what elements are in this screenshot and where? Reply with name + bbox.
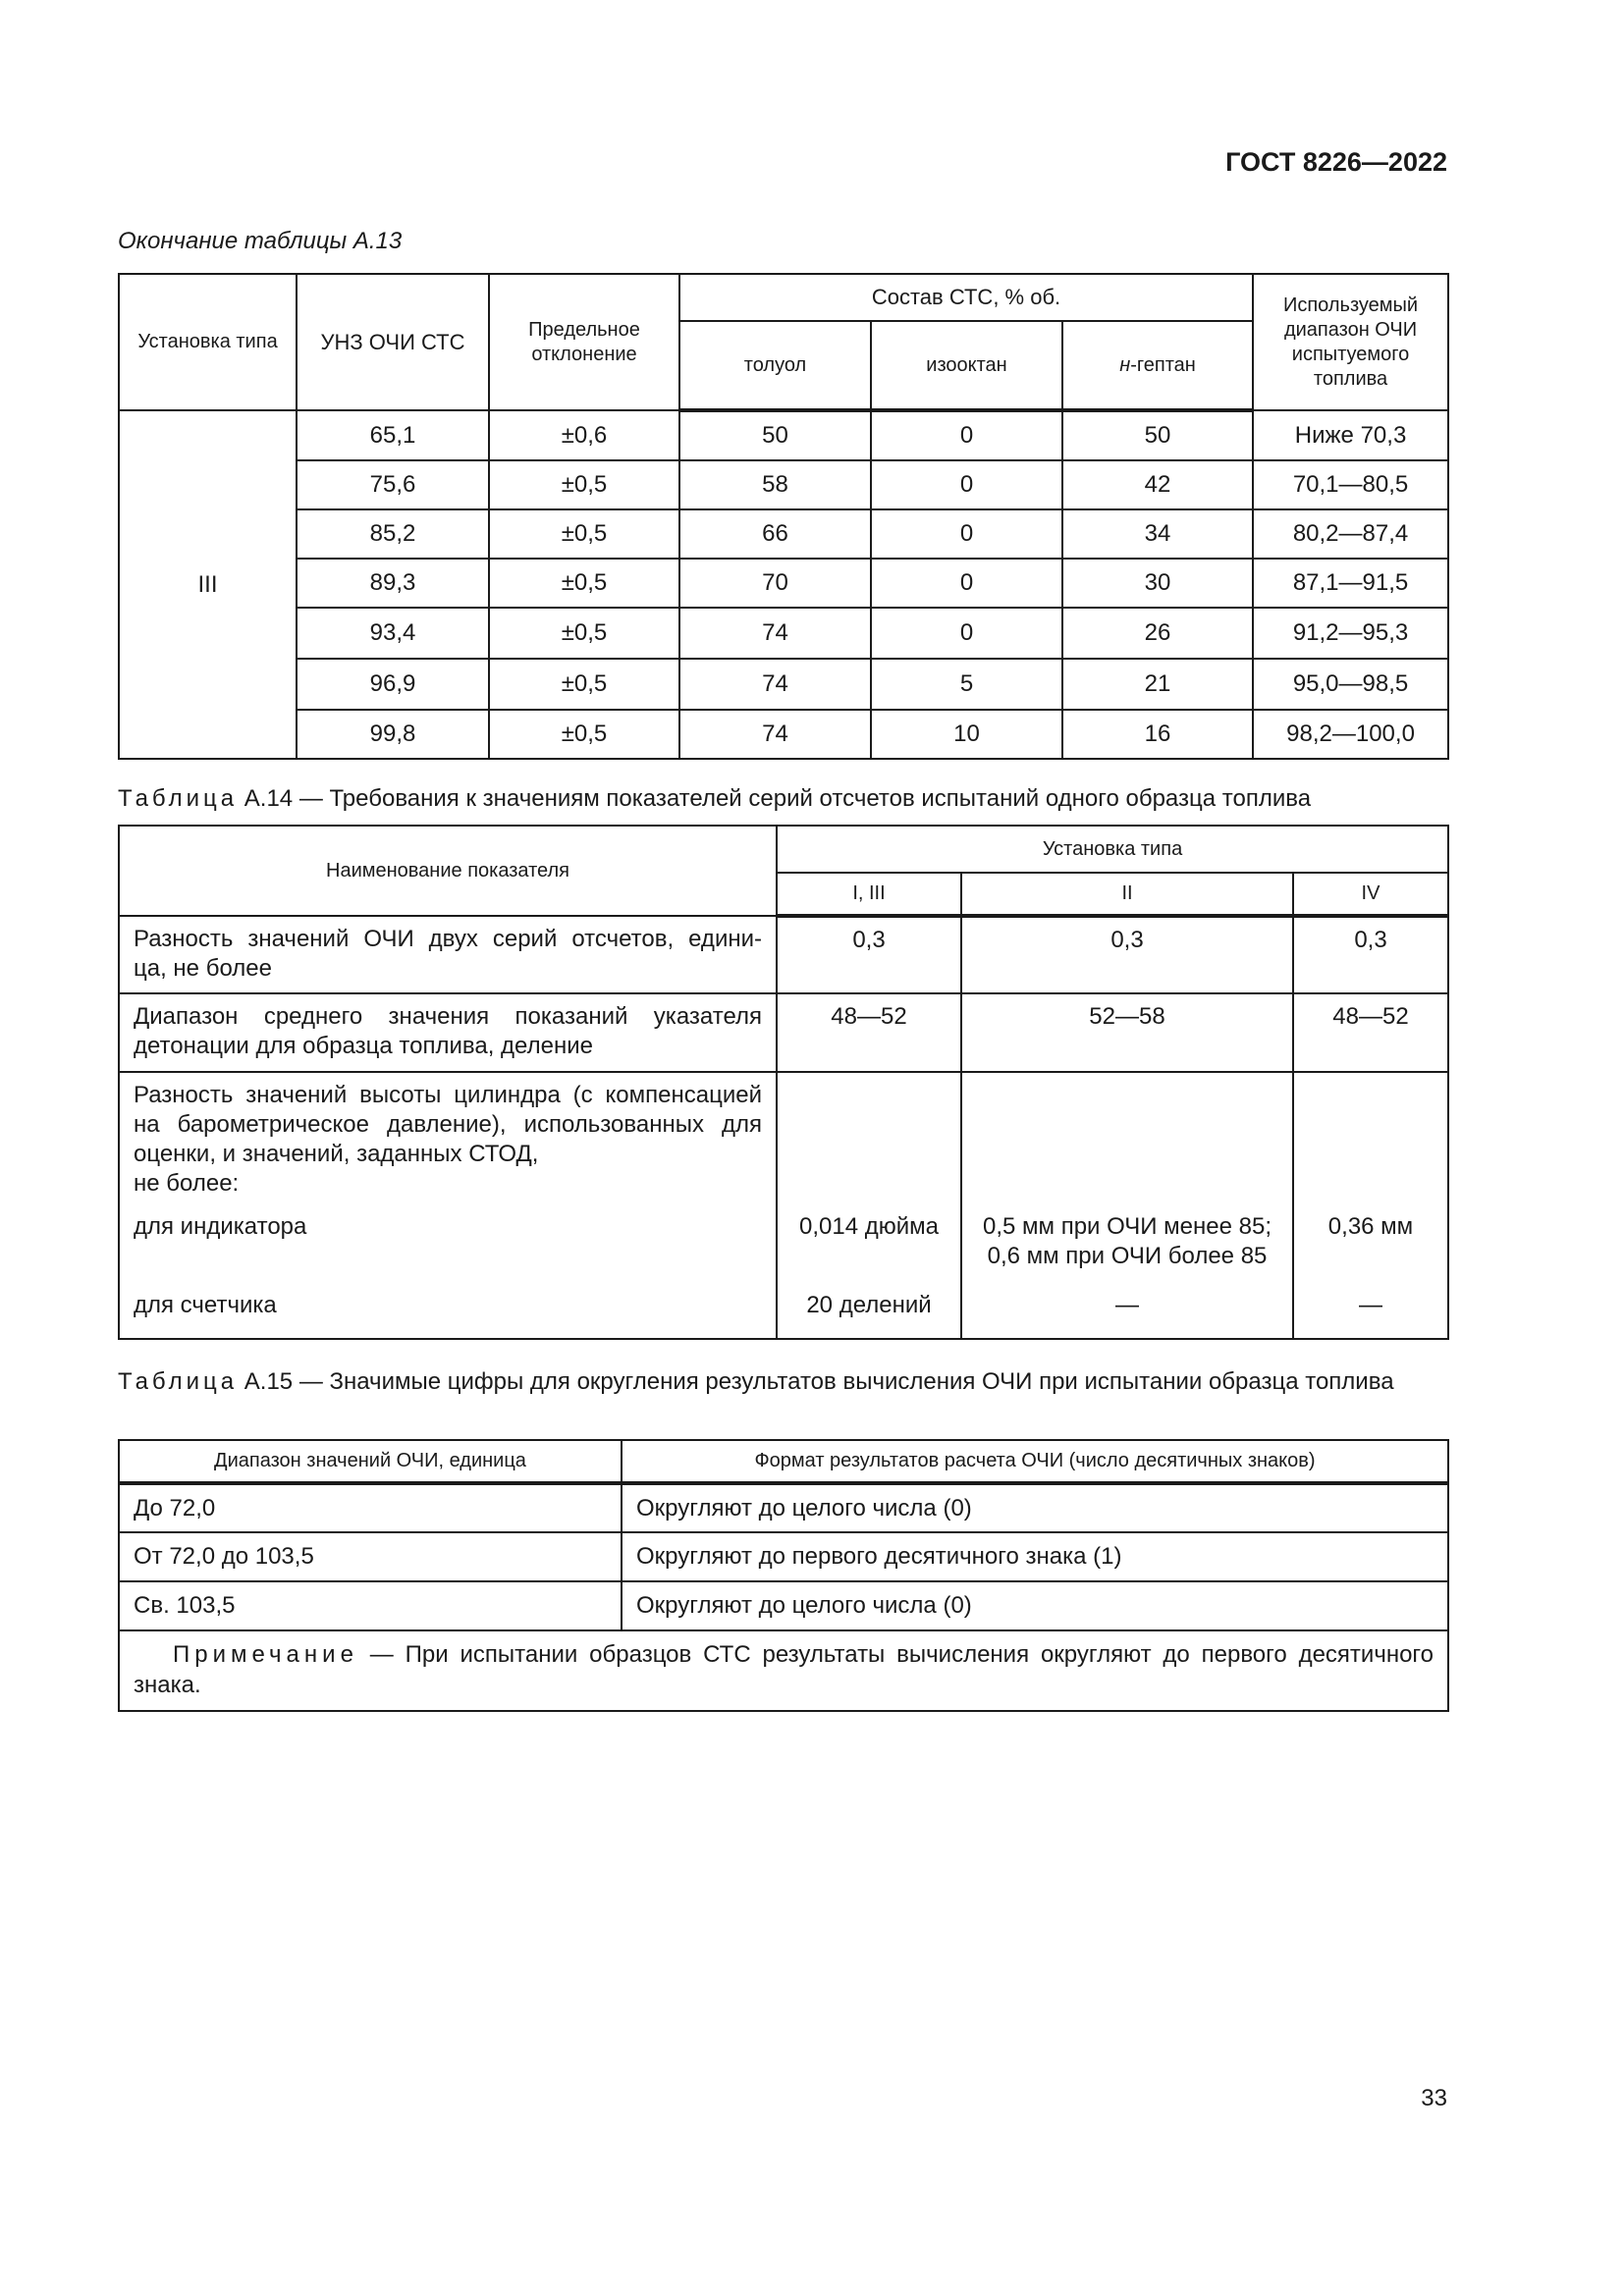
text-line: Разность значений ОЧИ двух серий отсчетов, едини- bbox=[134, 926, 762, 952]
table-cell: 58 bbox=[679, 460, 871, 509]
value-counter-type-1-3: 20 делений bbox=[806, 1292, 932, 1318]
table-cell: 10 bbox=[871, 710, 1062, 759]
value-indicator-type-2-line1: 0,5 мм при ОЧИ менее 85; bbox=[983, 1213, 1272, 1240]
table-a14-caption bbox=[118, 783, 1447, 814]
row-detonation-range-name bbox=[119, 993, 777, 1072]
table-cell: 95,0—98,5 bbox=[1253, 659, 1448, 710]
table-cell: 30 bbox=[1062, 559, 1253, 608]
table-cell: ±0,6 bbox=[489, 410, 679, 460]
table-cell: 70,1—80,5 bbox=[1253, 460, 1448, 509]
page-number: 33 bbox=[1421, 2085, 1447, 2111]
table-cell: ±0,5 bbox=[489, 460, 679, 509]
installation-type-value: III bbox=[119, 410, 297, 759]
table-a14-caption-word: Таблица bbox=[118, 785, 239, 812]
table-cell: 52—58 bbox=[961, 993, 1293, 1072]
table-cell: 99,8 bbox=[297, 710, 489, 759]
table-cell: 48—52 bbox=[777, 993, 961, 1072]
header-isooctane: изооктан bbox=[871, 321, 1062, 410]
header-ochi-range: Диапазон значений ОЧИ, единица bbox=[119, 1440, 622, 1483]
table-cell: 0 bbox=[871, 608, 1062, 659]
header-heptane bbox=[1062, 321, 1253, 410]
table-cell: От 72,0 до 103,5 bbox=[119, 1532, 622, 1581]
table-cell: 75,6 bbox=[297, 460, 489, 509]
note-label: Примечание bbox=[173, 1641, 358, 1668]
table-cell: 0,3 bbox=[1293, 916, 1448, 993]
header-unz: УНЗ ОЧИ СТС bbox=[297, 274, 489, 410]
table-cell: Округляют до целого числа (0) bbox=[622, 1483, 1448, 1532]
table-cell: 0,3 bbox=[777, 916, 961, 993]
value-counter-type-4: — bbox=[1359, 1292, 1382, 1318]
text-line: детонации для образца топлива, деление bbox=[134, 1033, 593, 1059]
header-toluene: толуол bbox=[679, 321, 871, 410]
header-installation-type: Установка типа bbox=[119, 274, 297, 410]
table-cell: 96,9 bbox=[297, 659, 489, 710]
table-note bbox=[119, 1630, 1448, 1711]
table-cell: ±0,5 bbox=[489, 608, 679, 659]
table-cell: ±0,5 bbox=[489, 559, 679, 608]
table-cell: ±0,5 bbox=[489, 710, 679, 759]
table-cell: 50 bbox=[1062, 410, 1253, 460]
table-cell: 0 bbox=[871, 509, 1062, 559]
table-cell: 5 bbox=[871, 659, 1062, 710]
header-composition: Состав СТС, % об. bbox=[679, 274, 1253, 321]
header-indicator-name: Наименование показателя bbox=[119, 826, 777, 916]
table-cell: 70 bbox=[679, 559, 871, 608]
value-counter-type-2: — bbox=[1115, 1292, 1139, 1318]
value-indicator-type-1-3: 0,014 дюйма bbox=[799, 1213, 939, 1240]
table-cell: 0 bbox=[871, 410, 1062, 460]
table-cell: 74 bbox=[679, 608, 871, 659]
sub-label-counter: для счетчика bbox=[134, 1292, 277, 1318]
table-cell: 0 bbox=[871, 559, 1062, 608]
header-result-format: Формат результатов расчета ОЧИ (число десятичных знаков) bbox=[622, 1440, 1448, 1483]
header-type-4: IV bbox=[1293, 873, 1448, 916]
table-cell bbox=[961, 1072, 1293, 1339]
header-deviation: Предельное отклонение bbox=[489, 274, 679, 410]
table-cell: 98,2—100,0 bbox=[1253, 710, 1448, 759]
value-indicator-type-4: 0,36 мм bbox=[1327, 1213, 1414, 1240]
sub-label-indicator: для индикатора bbox=[134, 1213, 307, 1240]
table-cell: Округляют до целого числа (0) bbox=[622, 1581, 1448, 1630]
table-cell: 89,3 bbox=[297, 559, 489, 608]
table-cell: 74 bbox=[679, 710, 871, 759]
table-cell: 74 bbox=[679, 659, 871, 710]
table-cell: 26 bbox=[1062, 608, 1253, 659]
table-cell: Ниже 70,3 bbox=[1253, 410, 1448, 460]
table-a15-caption bbox=[118, 1366, 1447, 1397]
table-a15-caption-text: А.15 — Значимые цифры для округления результатов вычисления ОЧИ при испытании образца топлива bbox=[244, 1368, 1394, 1395]
table-cell: 66 bbox=[679, 509, 871, 559]
table-a14-caption-text: А.14 — Требования к значениям показателей серий отсчетов испытаний одного образца топлива bbox=[244, 785, 1312, 812]
table-cell: 42 bbox=[1062, 460, 1253, 509]
table-a15-caption-word: Таблица bbox=[118, 1368, 239, 1395]
table-cell: 16 bbox=[1062, 710, 1253, 759]
table-cell: 0 bbox=[871, 460, 1062, 509]
row-cylinder-height-name bbox=[119, 1072, 777, 1339]
text-line: Диапазон среднего значения показаний указателя bbox=[134, 1003, 762, 1030]
row-ochi-difference-name bbox=[119, 916, 777, 993]
table-cell: Св. 103,5 bbox=[119, 1581, 622, 1630]
table-cell: Округляют до первого десятичного знака (1) bbox=[622, 1532, 1448, 1581]
note-text: — При испытании образцов СТС результаты вычисления округляют до первого десятичного знака. bbox=[134, 1641, 1435, 1698]
text-line: Разность значений высоты цилиндра (с компенсацией bbox=[134, 1082, 762, 1108]
header-octane-range: Используемый диапазон ОЧИ испытуемого топлива bbox=[1253, 274, 1448, 410]
table-cell: До 72,0 bbox=[119, 1483, 622, 1532]
header-type-1-3: I, III bbox=[777, 873, 961, 916]
table-cell bbox=[1293, 1072, 1448, 1339]
table-cell: ±0,5 bbox=[489, 509, 679, 559]
table-a15 bbox=[118, 1439, 1449, 1712]
heptane-rest: -гептан bbox=[1130, 353, 1196, 376]
text-line: не более: bbox=[134, 1170, 240, 1197]
table-cell: 80,2—87,4 bbox=[1253, 509, 1448, 559]
heptane-prefix: н bbox=[1119, 353, 1131, 376]
table-cell: 85,2 bbox=[297, 509, 489, 559]
table-cell: 0,3 bbox=[961, 916, 1293, 993]
value-indicator-type-2-line2: 0,6 мм при ОЧИ более 85 bbox=[987, 1243, 1268, 1269]
table-cell: 50 bbox=[679, 410, 871, 460]
header-type-2: II bbox=[961, 873, 1293, 916]
table-cell: 87,1—91,5 bbox=[1253, 559, 1448, 608]
table-cell bbox=[777, 1072, 961, 1339]
document-code: ГОСТ 8226—2022 bbox=[1225, 147, 1447, 177]
header-installation-type: Установка типа bbox=[777, 826, 1448, 873]
table-cell: 21 bbox=[1062, 659, 1253, 710]
table-cell: 93,4 bbox=[297, 608, 489, 659]
table-a13 bbox=[118, 273, 1449, 760]
table-cell: 65,1 bbox=[297, 410, 489, 460]
table-cell: ±0,5 bbox=[489, 659, 679, 710]
table-cell: 48—52 bbox=[1293, 993, 1448, 1072]
text-line: оценки, и значений, заданных СТОД, bbox=[134, 1141, 539, 1167]
text-line: ца, не более bbox=[134, 955, 272, 982]
table-cell: 34 bbox=[1062, 509, 1253, 559]
table-a14 bbox=[118, 825, 1449, 1340]
table-cell: 91,2—95,3 bbox=[1253, 608, 1448, 659]
table-a13-caption: Окончание таблицы А.13 bbox=[118, 228, 403, 254]
text-line: на барометрическое давление), использованных для bbox=[134, 1111, 762, 1138]
